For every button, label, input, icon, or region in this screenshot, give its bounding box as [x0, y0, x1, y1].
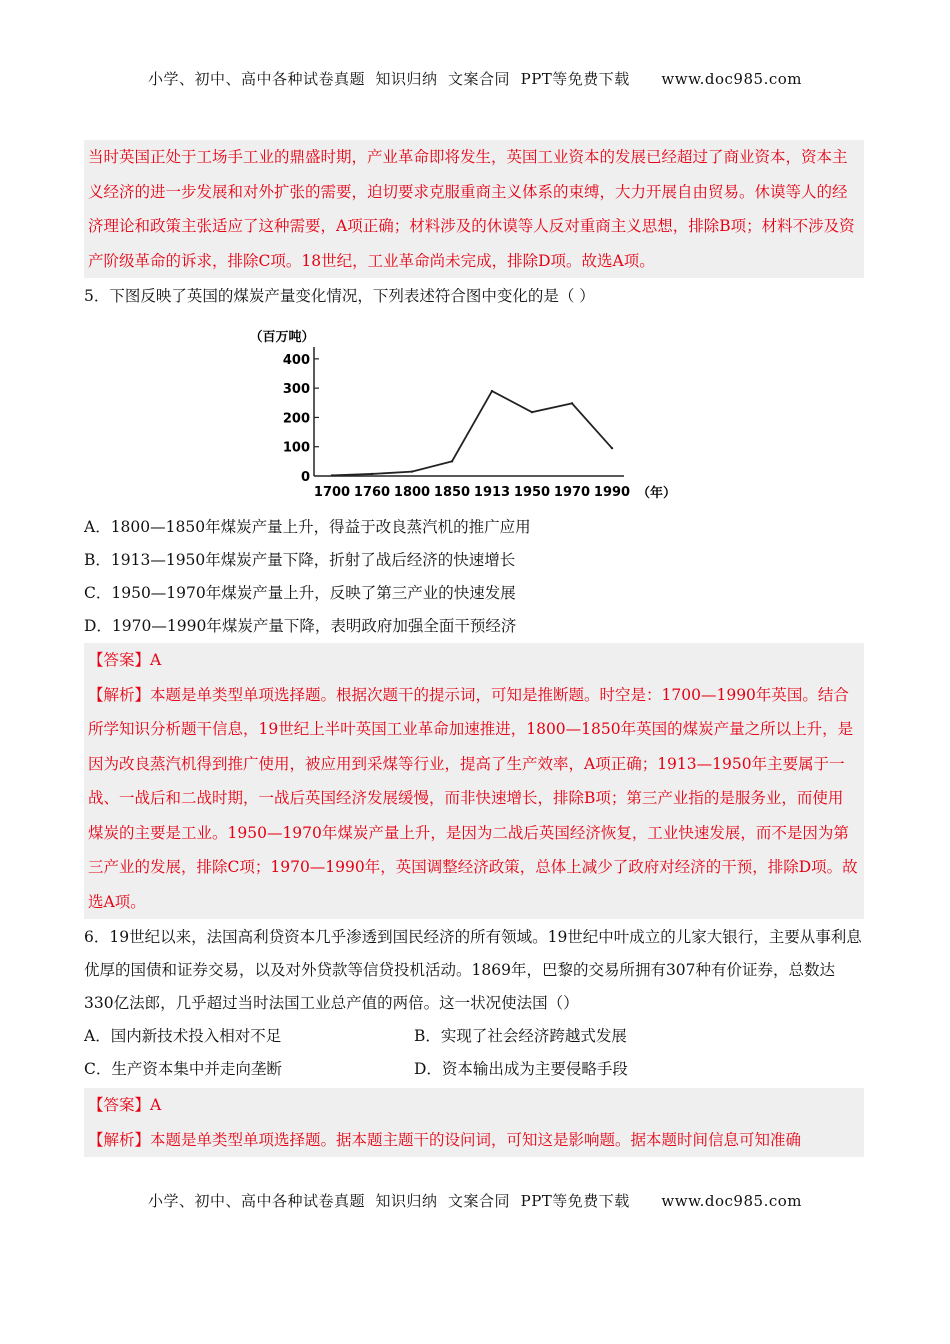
- q5-stem: 5．下图反映了英国的煤炭产量变化情况，下列表述符合图中变化的是（ ）: [84, 287, 595, 305]
- q6-option-a: A．国内新技术投入相对不足: [84, 1027, 282, 1045]
- data-point: [411, 470, 413, 472]
- q6-option-d: D．资本输出成为主要侵略手段: [414, 1060, 628, 1078]
- x-tick-label: 1970: [553, 485, 591, 500]
- q5-option-d: D．1970—1990年煤炭产量下降，表明政府加强全面干预经济: [84, 617, 517, 635]
- q6-answer: 【答案】A: [88, 1096, 162, 1114]
- q6-option-b: B．实现了社会经济跨越式发展: [414, 1027, 627, 1045]
- y-tick-label: 100: [282, 440, 310, 456]
- chart-axes: [314, 347, 624, 476]
- q6-answer-block: [84, 1088, 864, 1157]
- prev-explanation-text: 当时英国正处于工场手工业的鼎盛时期，产业革命即将发生，英国工业资本的发展已经超过了商业资本，资本主义经济的进一步发展和对外扩张的需要，迫切要求克服重商主义体系的束缚，大力开展自由贸易。休谟等人的经济理论和政策主张适应了这种需要，A项正确；材料涉及的休谟等人反对重商主义思想，排除B项；材料不涉及资产阶级革命的诉求，排除C项。18世纪，工业革命尚未完成，排除D项。故选A项。: [88, 148, 855, 270]
- page-header: 小学、初中、高中各种试卷真题 知识归纳 文案合同 PPT等免费下载 www.doc985.com: [147, 70, 802, 88]
- q6-analysis: [88, 1123, 858, 1158]
- data-point: [371, 473, 373, 475]
- data-point: [451, 460, 453, 462]
- q6-analysis-label: 【解析】: [88, 1130, 151, 1149]
- chart-ylabel: （百万吨）: [249, 330, 315, 345]
- data-point: [611, 447, 613, 449]
- page-footer: 小学、初中、高中各种试卷真题 知识归纳 文案合同 PPT等免费下载 www.doc985.com: [147, 1192, 802, 1210]
- q5-analysis-label: 【解析】: [88, 685, 151, 704]
- q5-analysis: [88, 678, 858, 920]
- x-tick-label: 1700: [313, 485, 351, 500]
- chart-xlabel: （年）: [637, 486, 677, 501]
- data-point: [531, 411, 533, 413]
- data-point: [331, 474, 333, 476]
- q6-options-row-1: [84, 1020, 864, 1053]
- q5-answer: 【答案】A: [88, 651, 162, 669]
- q5-answer-block: [84, 643, 864, 919]
- y-tick-label: 300: [282, 382, 310, 398]
- q6-stem: 6．19世纪以来，法国高利贷资本几乎渗透到国民经济的所有领域。19世纪中叶成立的儿家大银行，主要从事利息优厚的国债和证券交易，以及对外贷款等信贷投机活动。1869年，巴黎的交易所拥有307种有价证券，总数达330亿法郎，几乎超过当时法国工业总产值的两倍。这一状况使法国（）: [84, 928, 862, 1012]
- data-point: [571, 402, 573, 404]
- page-content: [84, 140, 864, 1157]
- q5-option-c: C．1950—1970年煤炭产量上升，反映了第三产业的快速发展: [84, 584, 516, 602]
- data-point: [491, 390, 493, 392]
- y-tick-label: 200: [282, 411, 310, 427]
- q5-option-a: A．1800—1850年煤炭产量上升，得益于改良蒸汽机的推广应用: [84, 518, 531, 536]
- y-tick-label: 400: [282, 352, 310, 368]
- x-tick-label: 1850: [433, 485, 471, 500]
- chart-series: [331, 390, 613, 477]
- q6-option-c: C．生产资本集中并走向垄断: [84, 1060, 282, 1078]
- q6-options-row-2: [84, 1053, 864, 1086]
- prev-explanation: [84, 140, 864, 278]
- series-line: [332, 391, 612, 475]
- x-tick-label: 1760: [353, 485, 391, 500]
- x-tick-label: 1950: [513, 485, 551, 500]
- x-tick-label: 1990: [593, 485, 631, 500]
- y-tick-label: 0: [300, 470, 310, 485]
- q6-analysis-text: 本题是单类型单项选择题。据本题主题干的设问词，可知这是影响题。据本题时间信息可知准确: [150, 1130, 802, 1149]
- coal-chart: [84, 313, 864, 511]
- x-tick-label: 1800: [393, 485, 431, 500]
- coal-chart-svg: [84, 313, 864, 511]
- q5-option-b: B．1913—1950年煤炭产量下降，折射了战后经济的快速增长: [84, 551, 516, 569]
- chart-xticks: [314, 485, 630, 500]
- x-tick-label: 1913: [473, 485, 511, 500]
- q5-analysis-text: 本题是单类型单项选择题。根据次题干的提示词，可知是推断题。时空是：1700—1990年英国。结合所学知识分析题干信息，19世纪上半叶英国工业革命加速推进，1800—1850年英国的煤炭产量之所以上升，是因为改良蒸汽机得到推广使用，被应用到采煤等行业，提高了生产效率，A项正确；1913—1950年主要属于一战、一战后和二战时期，一战后英国经济发展缓慢，而非快速增长，排除B项；第三产业指的是服务业，而使用煤炭的主要是工业。1950—1970年煤炭产量上升，是因为二战后英国经济恢复，工业快速发展，而不是因为第三产业的发展，排除C项；1970—1990年，英国调整经济政策，总体上减少了政府对经济的干预，排除D项。故选A项。: [88, 685, 858, 911]
